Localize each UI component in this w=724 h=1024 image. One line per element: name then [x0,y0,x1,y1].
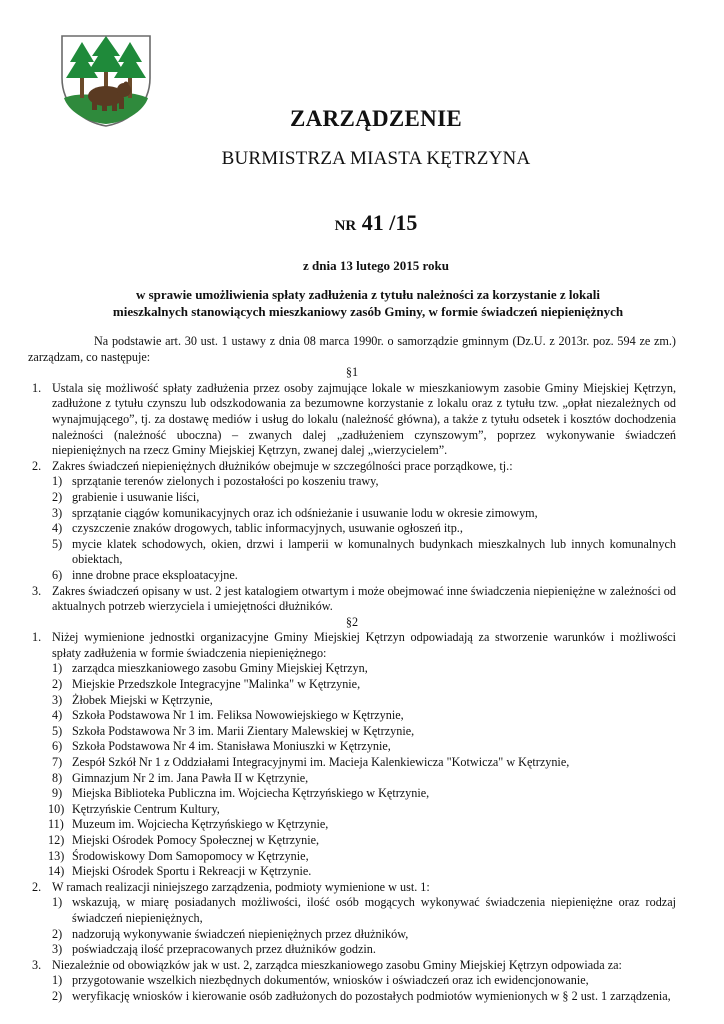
list-number: 1) [52,474,63,489]
document-title: ZARZĄDZENIE [289,106,462,131]
document-subject [30,286,706,320]
list-text: Zespół Szkół Nr 1 z Oddziałami Integracyjnymi im. Macieja Kalenkiewicza "Kotwicza" w Kętrzynie, [72,755,570,770]
number-value: 41 /15 [361,210,418,235]
list-text: Szkoła Podstawowa Nr 3 im. Marii Zientary Malewskiej w Kętrzynie, [72,723,415,738]
list-text: grabienie i usuwanie liści, [72,489,200,504]
list-item [28,677,676,693]
list-item [28,895,676,926]
list-number: 2) [52,677,63,692]
list-item [28,802,676,818]
list-text: zarządca mieszkaniowego zasobu Gminy Miejskiej Kętrzyn, [72,661,368,676]
document-body [28,334,676,1005]
list-number: 4) [52,521,63,536]
list-number: 3) [52,505,63,520]
list-text: przygotowanie wszelkich niezbędnych dokumentów, wniosków i oświadczeń oraz ich ewidencjonowanie, [72,973,589,988]
paragraph [28,459,676,475]
list-text: Gimnazjum Nr 2 im. Jana Pawła II w Kętrzynie, [72,770,309,785]
paragraph [28,381,676,459]
list-text: Miejski Ośrodek Pomocy Społecznej w Kętrzynie, [72,833,320,847]
list-item [28,927,676,943]
list-number: 13) [48,848,65,863]
list-item [28,708,676,724]
list-number: 1) [52,661,63,676]
list-item [28,490,676,506]
list-text: inne drobne prace eksploatacyjne. [72,567,238,582]
list-number: 11) [48,817,64,832]
document-date: z dnia 13 lutego 2015 roku [302,258,450,273]
paragraph-number: 2. [32,458,42,473]
list-item [28,724,676,740]
list-text: wskazują, w miarę posiadanych możliwości, ilość osób mogących wykonywać świadczenia niepieniężne oraz rodzaj świadczeń niepieniężnych, [72,895,676,925]
paragraph [28,880,676,896]
list-item [28,771,676,787]
list-text: Żłobek Miejski w Kętrzynie, [72,692,213,707]
paragraph-text: Niezależnie od obowiązków jak w ust. 2, zarządca mieszkaniowego zasobu Gminy Miejskiej Kętrzyn odpowiada za: [52,957,622,972]
list-number: 3) [52,942,63,957]
issuer-name: BURMISTRZA MIASTA KĘTRZYNA [221,148,531,169]
paragraph-text: W ramach realizacji niniejszego zarządzenia, podmioty wymienione w ust. 1: [52,879,430,894]
legal-basis: Na podstawie art. 30 ust. 1 ustawy z dnia 08 marca 1990r. o samorządzie gminnym (Dz.U. z 2013r. poz. 594 ze zm.) zarządzam, co następuje: [28,334,676,364]
paragraph [28,958,676,974]
list-number: 5) [52,536,63,551]
list-item [28,817,676,833]
list-text: czyszczenie znaków drogowych, tablic informacyjnych, usuwanie ogłoszeń itp., [72,521,463,536]
list-item [28,833,676,849]
section-heading: §1 [345,365,359,380]
paragraph-number: 1. [32,380,42,395]
paragraph-number: 3. [32,957,42,972]
list-number: 3) [52,692,63,707]
list-number: 6) [52,567,63,582]
list-item [28,989,676,1005]
list-number: 1) [52,895,63,910]
list-text: mycie klatek schodowych, okien, drzwi i lamperii w komunalnych budynkach mieszkalnych lub innych komunalnych obiektach, [72,536,676,567]
list-item [28,849,676,865]
list-text: Kętrzyńskie Centrum Kultury, [72,801,220,816]
list-text: sprzątanie terenów zielonych i pozostałości po koszeniu trawy, [72,474,379,489]
paragraph-text: Ustala się możliwość spłaty zadłużenia przez osoby zajmujące lokale w mieszkaniowym zasobie Gminy Miejskiej Kętrzyn, zadłużone z tytułu czynszu lub odszkodowania za bezumowne korzystanie z lokalu oraz z tytułu tzw. „opłat niezależnych od wynajmującego”, tj. za dostawę mediów i usług do lokalu (należność główna), a także z tytułu odsetek i kosztów dochodzenia należności (należność uboczna) – zwanych dalej „zadłużeniem czynszowym”, poprzez wykonywanie świadczeń niepieniężnych na rzecz Gminy Miejskiej Kętrzyn, zwanej dalej „wierzycielem”. [52,380,676,458]
document-number [14,210,724,236]
list-text: Miejski Ośrodek Sportu i Rekreacji w Kętrzynie. [72,864,312,879]
list-number: 1) [52,973,63,988]
list-item [28,568,676,584]
list-number: 7) [52,755,63,770]
number-label: NR [334,218,357,234]
paragraph-text: Zakres świadczeń opisany w ust. 2 jest katalogiem otwartym i może obejmować inne świadczenia niepieniężne w zależności od aktualnych potrzeb wierzyciela i umiejętności dłużników. [52,583,676,614]
subject-line: w sprawie umożliwienia spłaty zadłużenia z tytułu należności za korzystanie z lokali [135,287,600,302]
list-text: Szkoła Podstawowa Nr 4 im. Stanisława Moniuszki w Kętrzynie, [72,739,391,754]
list-item [28,661,676,677]
list-item [28,973,676,989]
list-text: Szkoła Podstawowa Nr 1 im. Feliksa Nowowiejskiego w Kętrzynie, [72,708,404,723]
list-number: 12) [48,833,65,847]
list-item [28,755,676,771]
list-text: Środowiskowy Dom Samopomocy w Kętrzynie, [72,848,309,863]
list-number: 6) [52,739,63,754]
list-item [28,521,676,537]
list-item [28,864,676,880]
paragraph-number: 1. [32,630,42,645]
paragraph [28,630,676,661]
list-number: 4) [52,708,63,723]
list-number: 5) [52,723,63,738]
list-item [28,693,676,709]
list-text: Muzeum im. Wojciecha Kętrzyńskiego w Kętrzynie, [72,817,329,832]
list-number: 8) [52,770,63,785]
paragraph-text: Niżej wymienione jednostki organizacyjne Gminy Miejskiej Kętrzyn odpowiadają za stworzenie warunków i możliwości spłaty zadłużenia w formie świadczenia niepieniężnego: [52,630,676,660]
list-number: 2) [52,926,63,941]
list-item [28,739,676,755]
list-number: 10) [48,801,65,816]
list-text: nadzorują wykonywanie świadczeń niepieniężnych przez dłużników, [72,926,409,941]
list-item [28,506,676,522]
list-item [28,786,676,802]
list-number: 2) [52,988,63,1003]
list-text: weryfikację wniosków i kierowanie osób zadłużonych do pozostałych podmiotów wymienionych w § 2 ust. 1 zarządzenia, [72,988,671,1003]
list-text: Miejska Biblioteka Publiczna im. Wojciecha Kętrzyńskiego w Kętrzynie, [72,786,430,801]
list-number: 2) [52,489,63,504]
paragraph-number: 3. [32,583,42,598]
list-text: sprzątanie ciągów komunikacyjnych oraz ich odśnieżanie i usuwanie lodu w okresie zimowym, [72,505,538,520]
paragraph [28,584,676,615]
paragraph-text: Zakres świadczeń niepieniężnych dłużników obejmuje w szczególności prace porządkowe, tj.: [52,458,513,473]
list-text: Miejskie Przedszkole Integracyjne "Malinka" w Kętrzynie, [72,677,361,692]
list-number: 9) [52,786,63,801]
list-item [28,942,676,958]
list-number: 14) [48,864,65,879]
paragraph-number: 2. [32,879,42,894]
section-heading: §2 [345,614,359,629]
list-item [28,537,676,568]
list-item [28,474,676,490]
list-text: poświadczają ilość przepracowanych przez dłużników godzin. [72,942,376,957]
subject-line: mieszkalnych stanowiących mieszkaniowy zasób Gminy, w formie świadczeń niepieniężnych [112,304,624,319]
